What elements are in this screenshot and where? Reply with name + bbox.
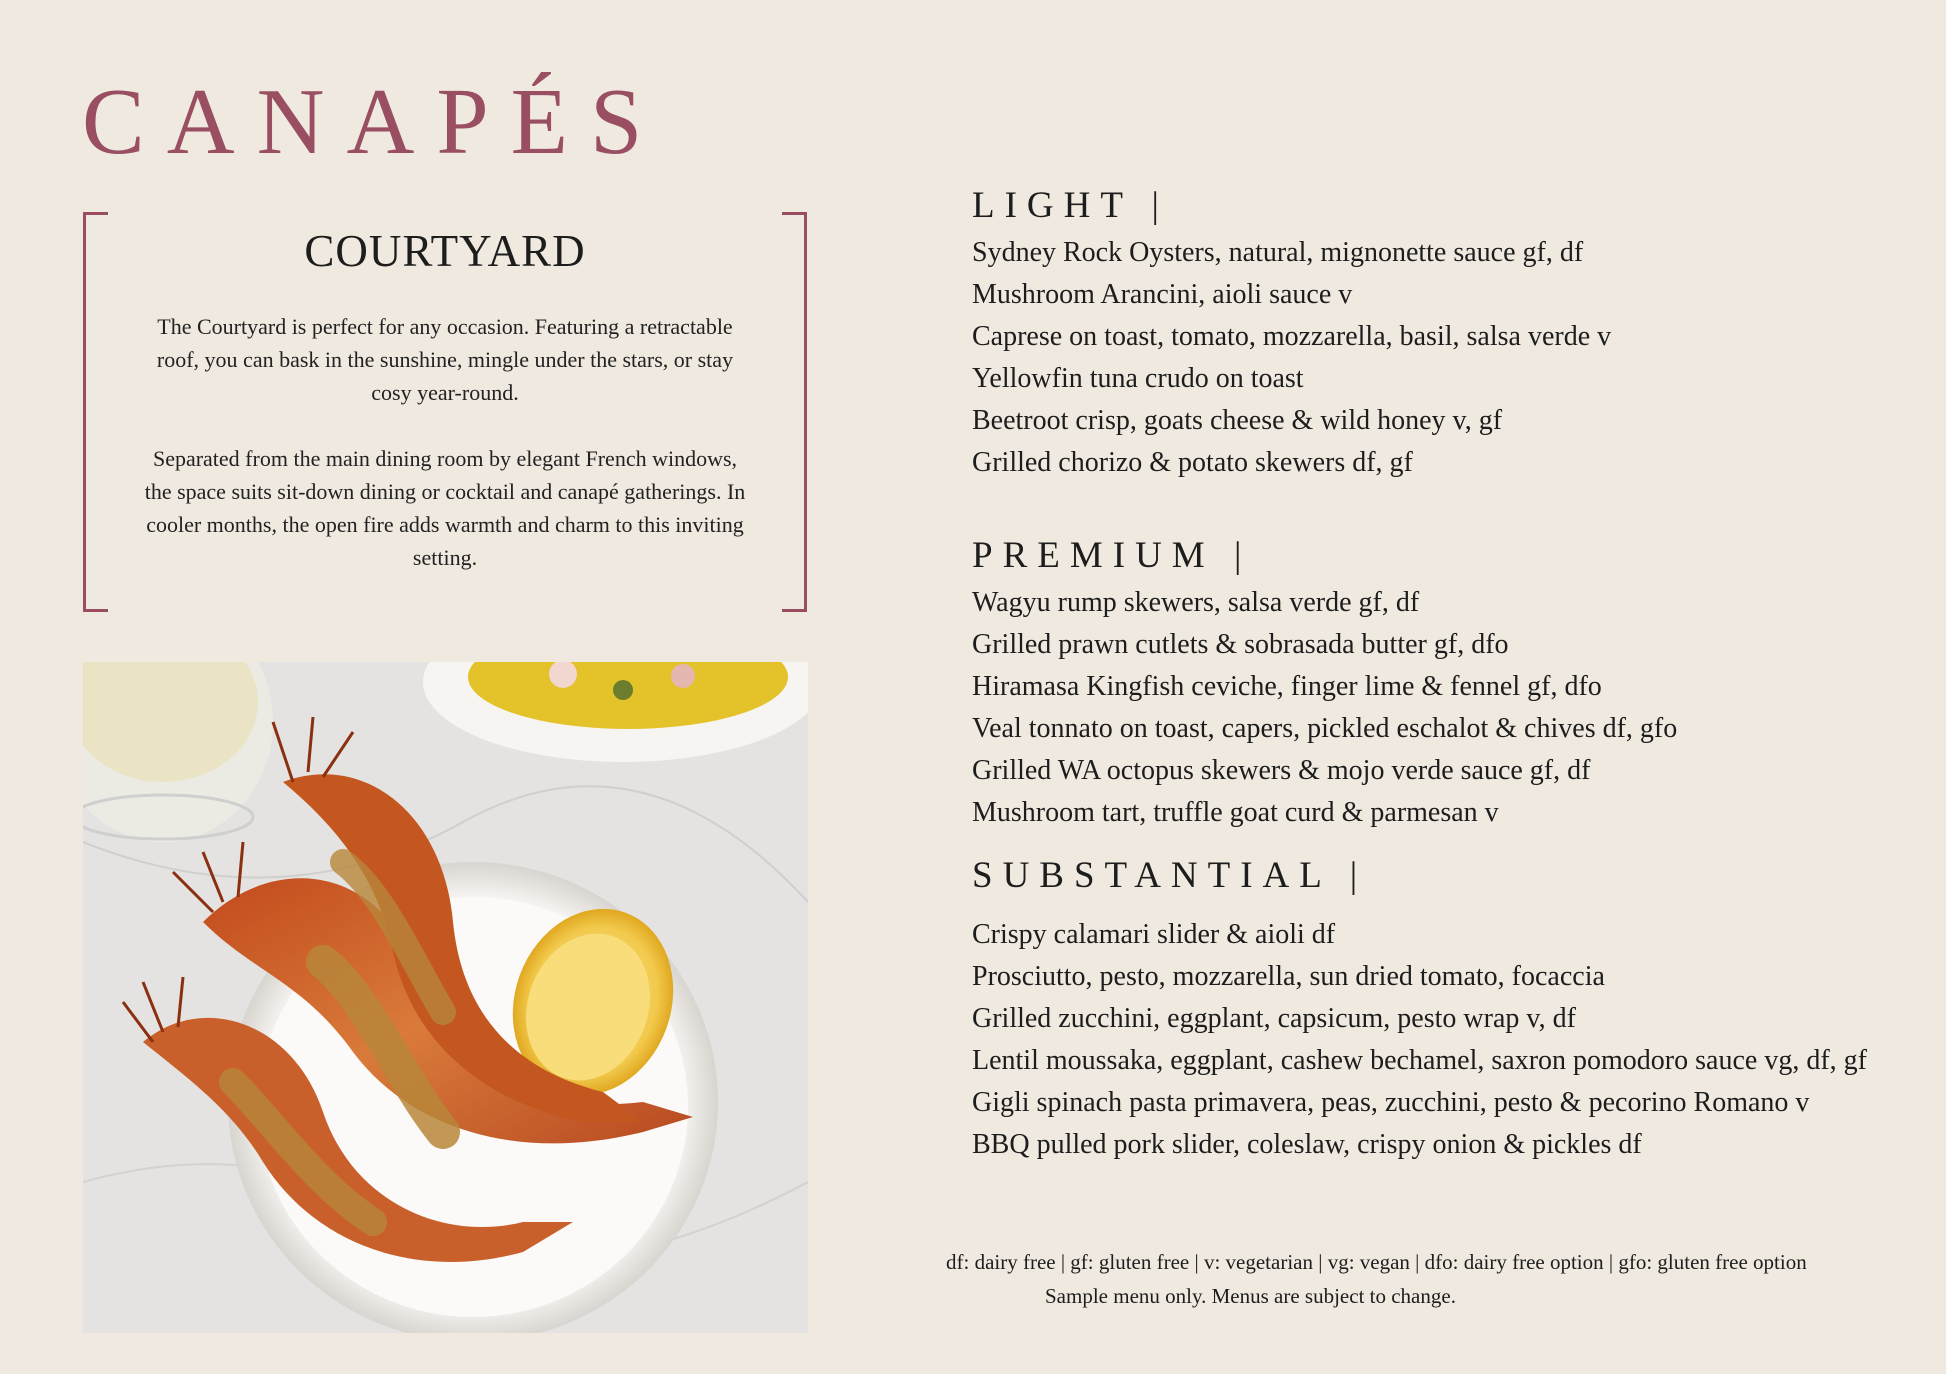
menu-item: Beetroot crisp, goats cheese & wild honey v, gf xyxy=(972,405,1503,436)
menu-item: Grilled zucchini, eggplant, capsicum, pesto wrap v, df xyxy=(972,1003,1576,1034)
menu-item: Grilled chorizo & potato skewers df, gf xyxy=(972,447,1413,478)
section-light xyxy=(972,184,1611,484)
menu-item: Grilled prawn cutlets & sobrasada butter gf, dfo xyxy=(972,629,1509,660)
venue-title: COURTYARD xyxy=(304,226,586,276)
section-items-premium xyxy=(972,582,1677,834)
menu-item: Hiramasa Kingfish ceviche, finger lime & fennel gf, dfo xyxy=(972,671,1602,702)
section-title-premium: PREMIUM | xyxy=(972,535,1252,576)
dietary-legend: df: dairy free | gf: gluten free | v: vegetarian | vg: vegan | dfo: dairy free option | gfo: gluten free option xyxy=(946,1250,1807,1274)
menu-item: Crispy calamari slider & aioli df xyxy=(972,919,1336,950)
page-title: CANAPÉS xyxy=(82,70,665,174)
menu-item: Gigli spinach pasta primavera, peas, zucchini, pesto & pecorino Romano v xyxy=(972,1087,1810,1118)
menu-item: Grilled WA octopus skewers & mojo verde sauce gf, df xyxy=(972,755,1591,786)
section-premium xyxy=(972,534,1677,834)
menu-item: Wagyu rump skewers, salsa verde gf, df xyxy=(972,587,1420,618)
disclaimer-note: Sample menu only. Menus are subject to change. xyxy=(1045,1284,1456,1308)
menu-item: Yellowfin tuna crudo on toast xyxy=(972,363,1304,394)
section-substantial xyxy=(972,854,1867,1166)
section-title-light: LIGHT | xyxy=(972,185,1169,226)
section-items-substantial xyxy=(972,914,1867,1166)
section-items-light xyxy=(972,232,1611,484)
food-photo xyxy=(83,662,808,1333)
menu-item: Lentil moussaka, eggplant, cashew bechamel, saxron pomodoro sauce vg, df, gf xyxy=(972,1045,1867,1076)
menu-item: Sydney Rock Oysters, natural, mignonette sauce gf, df xyxy=(972,237,1584,268)
venue-description-box xyxy=(83,212,807,606)
menu-item: Prosciutto, pesto, mozzarella, sun dried tomato, focaccia xyxy=(972,961,1605,992)
menu-item: BBQ pulled pork slider, coleslaw, crispy onion & pickles df xyxy=(972,1129,1642,1160)
menu-item: Veal tonnato on toast, capers, pickled eschalot & chives df, gfo xyxy=(972,713,1678,744)
section-title-substantial: SUBSTANTIAL | xyxy=(972,855,1368,896)
menu-item: Mushroom tart, truffle goat curd & parmesan v xyxy=(972,797,1499,828)
prawns-illustration xyxy=(83,662,808,1333)
menu-item: Mushroom Arancini, aioli sauce v xyxy=(972,279,1353,310)
venue-paragraph-1: The Courtyard is perfect for any occasion. Featuring a retractable roof, you can bask in the sunshine, mingle under the stars, or stay cosy year-round. xyxy=(156,314,734,405)
venue-paragraph-2: Separated from the main dining room by elegant French windows, the space suits sit-down dining or cocktail and canapé gatherings. In cooler months, the open fire adds warmth and charm to this inviting setting. xyxy=(144,446,746,570)
menu-item: Caprese on toast, tomato, mozzarella, basil, salsa verde v xyxy=(972,321,1612,352)
